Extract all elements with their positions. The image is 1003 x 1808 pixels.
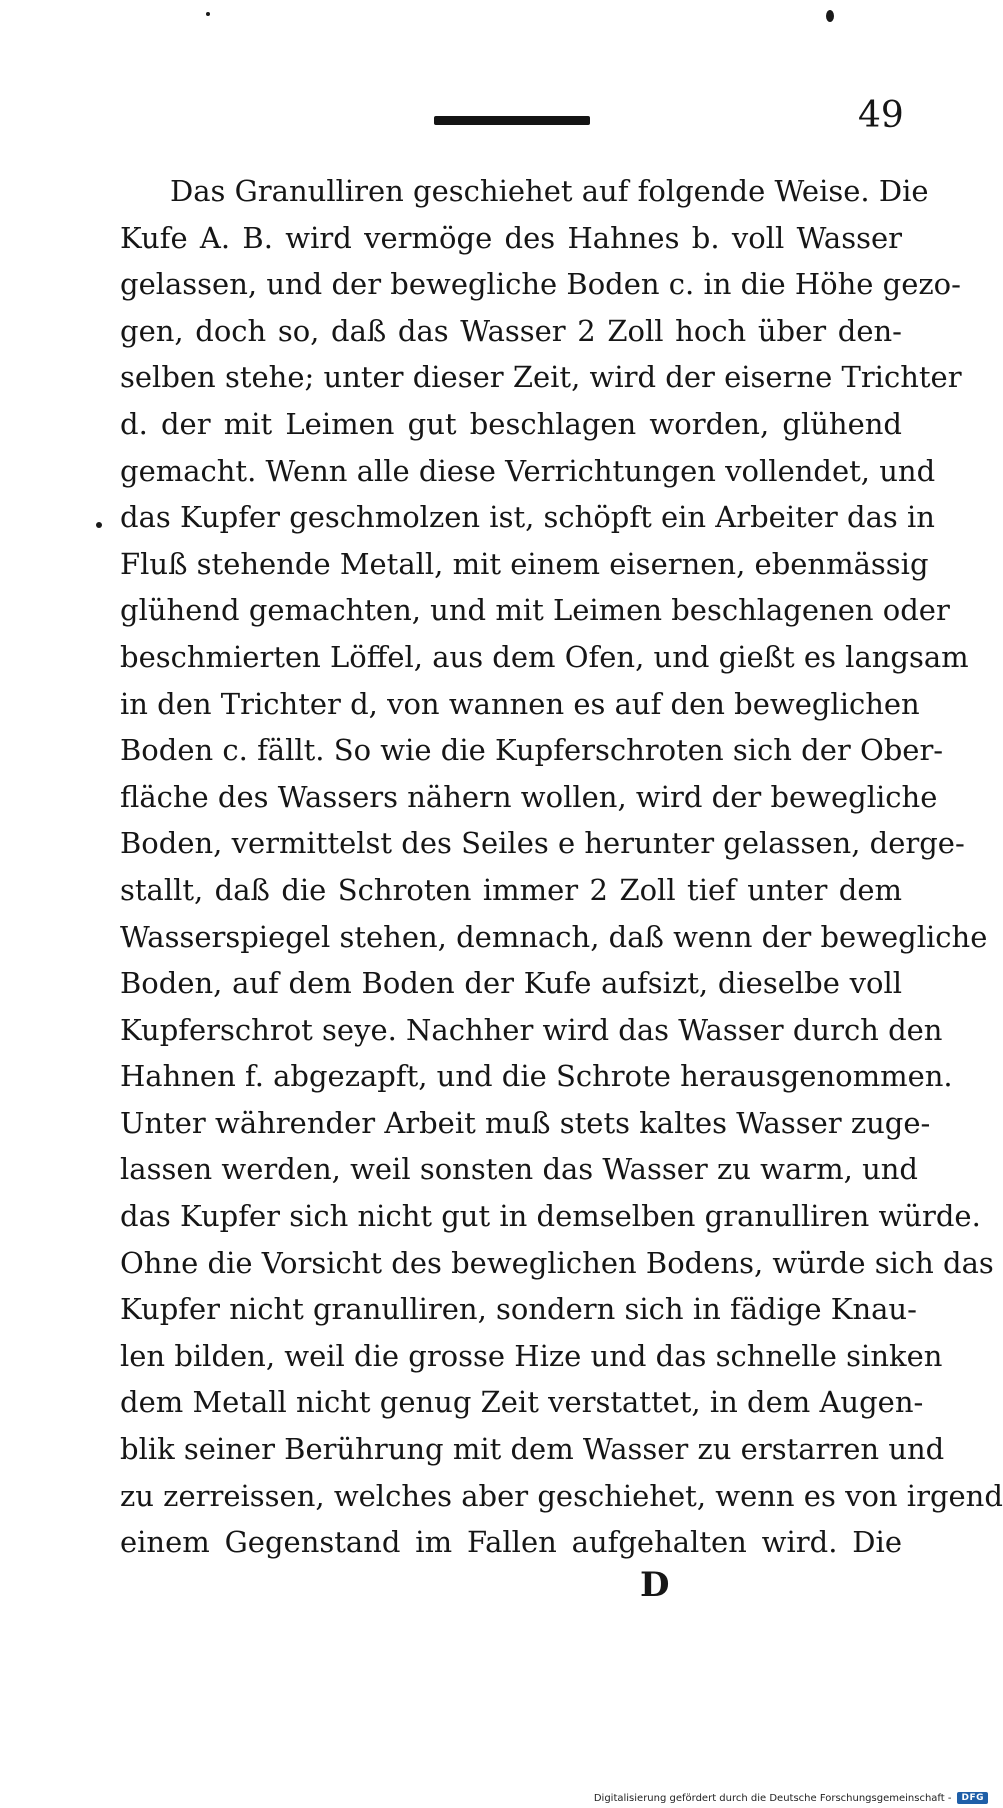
text-line: Ohne die Vorsicht des beweglichen Bodens, würde sich das — [120, 1245, 994, 1280]
dfg-logo: DFG — [957, 1792, 988, 1804]
text-line: len bilden, weil die grosse Hize und das schnelle sinken — [120, 1338, 943, 1373]
text-line: stallt, daß die Schroten immer 2 Zoll tief unter dem — [120, 872, 902, 907]
text-line: dem Metall nicht genug Zeit verstattet, in dem Augen- — [120, 1385, 924, 1420]
text-line: lassen werden, weil sonsten das Wasser zu warm, und — [120, 1152, 918, 1187]
credit-text: Digitalisierung gefördert durch die Deutsche Forschungsgemeinschaft - — [593, 1792, 952, 1804]
text-line: Unter währender Arbeit muß stets kaltes Wasser zuge- — [120, 1105, 931, 1140]
text-line: Hahnen f. abgezapft, und die Schrote herausgenommen. — [120, 1059, 953, 1094]
text-line: gen, doch so, daß das Wasser 2 Zoll hoch über den- — [120, 313, 902, 348]
text-line: einem Gegenstand im Fallen aufgehalten wird. Die — [120, 1525, 902, 1560]
header-rule — [434, 116, 590, 125]
text-line: gemacht. Wenn alle diese Verrichtungen vollendet, und — [120, 453, 936, 488]
body-text — [120, 168, 1003, 1566]
text-line: das Kupfer geschmolzen ist, schöpft ein Arbeiter das in — [120, 500, 935, 535]
digitization-credit — [594, 1792, 988, 1804]
text-line: Fluß stehende Metall, mit einem eisernen, ebenmässig — [120, 546, 929, 581]
text-line: fläche des Wassers nähern wollen, wird der bewegliche — [120, 779, 938, 814]
text-line: Wasserspiegel stehen, demnach, daß wenn der bewegliche — [120, 919, 988, 954]
text-line: zu zerreissen, welches aber geschiehet, wenn es von irgend — [120, 1478, 1003, 1513]
ink-speck-top-left — [206, 12, 210, 16]
text-line: Boden, vermittelst des Seiles e herunter gelassen, derge- — [120, 826, 965, 861]
text-line: beschmierten Löffel, aus dem Ofen, und gießt es langsam — [120, 639, 969, 674]
text-line: gelassen, und der bewegliche Boden c. in die Höhe gezo- — [120, 267, 961, 302]
text-line: in den Trichter d, von wannen es auf den beweglichen — [120, 686, 920, 721]
page-number: 49 — [858, 95, 904, 136]
text-line: Kufe A. B. wird vermöge des Hahnes b. voll Wasser — [120, 220, 902, 255]
ink-speck-top-right — [826, 10, 834, 22]
text-line: Boden c. fällt. So wie die Kupferschroten sich der Ober- — [120, 733, 944, 768]
catchword: D — [640, 1565, 670, 1605]
text-line: glühend gemachten, und mit Leimen beschlagenen oder — [120, 593, 950, 628]
text-line: Kupfer nicht granulliren, sondern sich in fädige Knau- — [120, 1292, 917, 1327]
text-line: das Kupfer sich nicht gut in demselben granulliren würde. — [120, 1199, 981, 1234]
ink-speck-left-margin — [96, 522, 102, 528]
text-line: blik seiner Berührung mit dem Wasser zu erstarren und — [120, 1432, 945, 1467]
text-line: d. der mit Leimen gut beschlagen worden, glühend — [120, 406, 902, 441]
text-line: Das Granulliren geschiehet auf folgende Weise. Die — [170, 174, 929, 208]
text-line: selben stehe; unter dieser Zeit, wird der eiserne Trichter — [120, 360, 962, 395]
text-line: Kupferschrot seye. Nachher wird das Wasser durch den — [120, 1012, 943, 1047]
text-line: Boden, auf dem Boden der Kufe aufsizt, dieselbe voll — [120, 966, 902, 1001]
